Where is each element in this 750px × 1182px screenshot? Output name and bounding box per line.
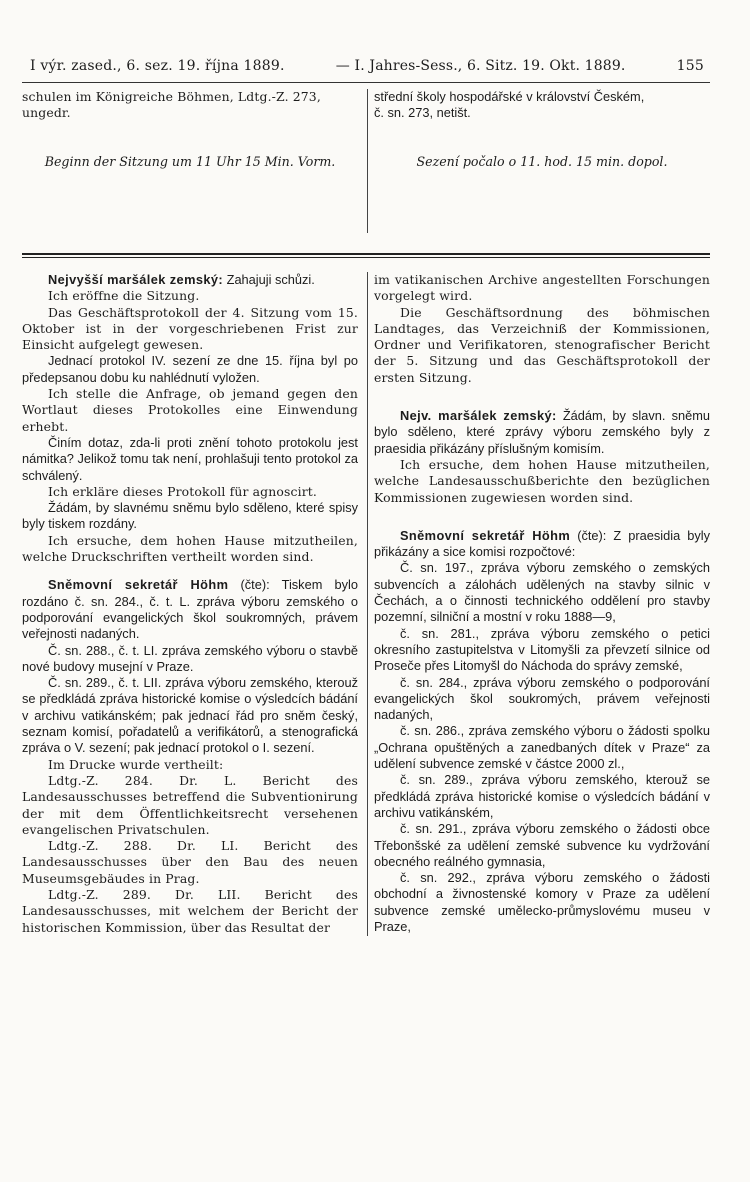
- speech-paragraph: [22, 272, 358, 288]
- speaker-name: Sněmovní sekretář Höhm: [48, 577, 229, 593]
- speech-text: Zahajuji schůzi.: [226, 272, 315, 287]
- speech-paragraph: [22, 577, 358, 642]
- czech-paragraph: Č. sn. 289., č. t. LII. zpráva výboru zemského, kterouž se předkládá zpráva historické komise o výsledcích bádání v archivu vatikánském; pak jednací řád pro sněm český, seznam komisí, pořadatelů a verifikátorů, a stenografická zpráva o V. sezení; pak jednací protokol o I. sezení.: [22, 675, 358, 756]
- czech-paragraph: č. sn. 291., zpráva výboru zemského o žádosti obce Třebonšské za udělení zemské subvence ku vydržování obecného reálného gymnasia,: [374, 821, 710, 869]
- session-start-heading-cz: Sezení počalo o 11. hod. 15 min. dopol.: [416, 153, 668, 169]
- left-column: [22, 272, 366, 936]
- header-rule: [22, 82, 710, 83]
- speaker-name: Nejvyšší maršálek zemský:: [48, 272, 224, 287]
- spacer: [374, 506, 710, 528]
- german-paragraph: Im Drucke wurde vertheilt:: [48, 756, 224, 772]
- german-paragraph: Die Geschäftsordnung des böhmischen Landtages, das Verzeichniß der Kommissionen, Ordner und Verifikatoren, stenografischer Bericht der 5. Sitzung und das Geschäftsprotokoll der ersten Sitzung.: [374, 304, 710, 385]
- top-block: [22, 89, 710, 233]
- top-left-line-1: schulen im Königreiche Böhmen, Ldtg.-Z. 273,: [22, 89, 321, 104]
- speaker-name: Sněmovní sekretář Höhm: [400, 527, 571, 543]
- speech-text: Žádám, by slavn. sněmu bylo sděleno, které zprávy výboru zemského byly z praesidia přikázány příslušným komisím.: [374, 408, 710, 456]
- top-right-line-1: střední školy hospodářské v království Českém,: [374, 89, 645, 104]
- speech-paragraph: [374, 528, 710, 561]
- czech-paragraph: Jednací protokol IV. sezení ze dne 15. října byl po předepsanou dobu ku nahlédnutí vyložen.: [22, 353, 358, 385]
- german-paragraph: Ich ersuche, dem hohen Hause mitzutheilen, welche Druckschriften vertheilt worden sind.: [22, 532, 358, 565]
- czech-paragraph: Č. sn. 288., č. t. LI. zpráva zemského výboru o stavbě nové budovy musejní v Praze.: [22, 642, 358, 674]
- czech-paragraph: Žádám, by slavnému sněmu bylo sděleno, které spisy byly tiskem rozdány.: [22, 500, 358, 532]
- speech-text: (čte): Z praesidia byly přikázány a sice komisi rozpočtové:: [374, 527, 710, 560]
- body-columns: [22, 272, 710, 936]
- page-number: 155: [676, 58, 704, 74]
- german-paragraph: Das Geschäftsprotokoll der 4. Sitzung vom 15. Oktober ist in der vorgeschriebenen Frist zur Einsicht aufgelegt gewesen.: [22, 304, 358, 353]
- right-column: [366, 272, 710, 936]
- top-right-column: [366, 89, 710, 233]
- header-center: — I. Jahres-Sess., 6. Sitz. 19. Okt. 1889.: [335, 58, 626, 74]
- document-page: [22, 58, 710, 936]
- session-start-heading-de: Beginn der Sitzung um 11 Uhr 15 Min. Vorm.: [44, 153, 336, 169]
- czech-paragraph: Činím dotaz, zda-li proti znění tohoto protokolu jest námitka? Jelikož tomu tak není, prohlašuji tento protokol za schválený.: [22, 434, 358, 483]
- top-right-line-2: č. sn. 273, netišt.: [374, 105, 471, 121]
- column-rule-body: [367, 272, 368, 936]
- czech-paragraph: Č. sn. 197., zpráva výboru zemského o zemských subvencích a zálohách udělených na stavby silnic v Čechách, a o činnosti technického oddělení pro stavby pozemní, silniční a mostní v roku 1888—9,: [374, 560, 710, 625]
- german-paragraph: im vatikanischen Archive angestellten Forschungen vorgelegt wird.: [374, 272, 710, 304]
- column-rule-top: [367, 89, 368, 233]
- speech-text: (čte): Tiskem bylo rozdáno č. sn. 284., č. t. L. zpráva výboru zemského o podporování evangelických škol soukromných, právem veřejnosti nadaných.: [22, 577, 358, 642]
- spacer: [374, 386, 710, 408]
- german-paragraph: Ich eröffne die Sitzung.: [48, 288, 200, 304]
- czech-paragraph: č. sn. 286., zpráva zemského výboru o žádosti spolku „Ochrana opuštěných a zanedbaných dítek v Praze“ za udělení subvence zemské v částce 2000 zl.,: [374, 723, 710, 772]
- german-paragraph: Ich stelle die Anfrage, ob jemand gegen den Wortlaut dieses Protokolles eine Einwendung erhebt.: [22, 386, 358, 434]
- german-paragraph: Ich ersuche, dem hohen Hause mitzutheilen, welche Landesausschußberichte den bezüglichen Kommissionen zugewiesen worden sind.: [374, 456, 710, 505]
- czech-paragraph: č. sn. 289., zpráva výboru zemského, kterouž se předkládá zpráva historické komise o výsledcích bádání v archivu vatikánském,: [374, 772, 710, 820]
- top-left-line-2: ungedr.: [22, 105, 71, 121]
- spacer: [22, 565, 358, 577]
- speaker-name: Nejv. maršálek zemský:: [400, 408, 557, 424]
- czech-paragraph: č. sn. 281., zpráva výboru zemského o petici okresního zastupitelstva v Litomyšli za převzetí silnice od Proseče přes Litomyšl do Náchoda do správy zemské,: [374, 625, 710, 674]
- german-paragraph: Ldtg.-Z. 284. Dr. L. Bericht des Landesausschusses betreffend die Subventionirung der mit dem Öffentlichkeitsrecht versehenen evangelischen Privatschulen.: [22, 772, 358, 837]
- running-header: [22, 58, 710, 74]
- top-left-column: [22, 89, 366, 233]
- german-paragraph: Ich erkläre dieses Protokoll für agnoscirt.: [48, 483, 318, 499]
- czech-paragraph: č. sn. 284., zpráva výboru zemského o podporování evangelických škol soukromých, právem veřejnosti nadaných,: [374, 674, 710, 723]
- speech-paragraph: [374, 408, 710, 457]
- header-left: I výr. zased., 6. sez. 19. října 1889.: [30, 58, 285, 74]
- german-paragraph: Ldtg.-Z. 289. Dr. LII. Bericht des Landesausschusses, mit welchem der Bericht der historischen Kommission, über das Resultat der: [22, 886, 358, 935]
- czech-paragraph: č. sn. 292., zpráva výboru zemského o žádosti obchodní a živnostenské komory v Praze za udělení subvence zemské umělecko-průmyslovému museu v Praze,: [374, 870, 710, 934]
- german-paragraph: Ldtg.-Z. 288. Dr. LI. Bericht des Landesausschusses über den Bau des neuen Museumsgebäudes in Prag.: [22, 838, 358, 886]
- section-double-rule: [22, 253, 710, 258]
